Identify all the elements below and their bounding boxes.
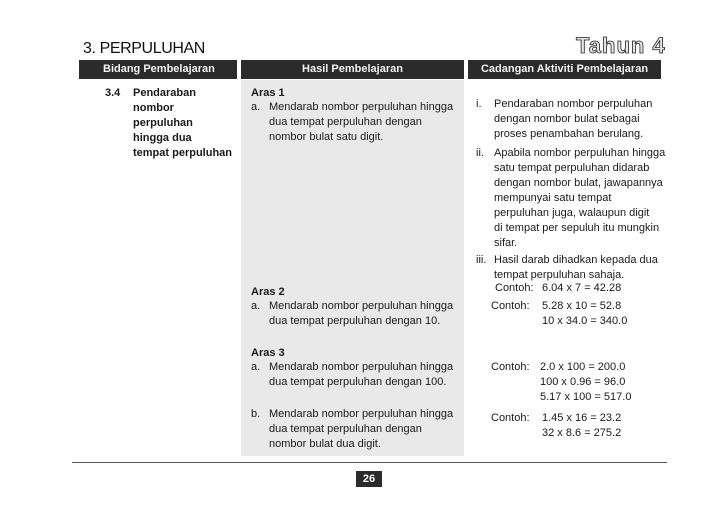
- level-heading: Aras 2: [251, 286, 285, 298]
- activity-line: proses penambahan berulang.: [494, 128, 644, 140]
- activity-line: tempat perpuluhan sahaja.: [494, 269, 625, 281]
- outcome-line: dua tempat perpuluhan dengan: [269, 116, 422, 128]
- bottom-divider: [72, 462, 667, 463]
- level-heading: Aras 3: [251, 347, 285, 359]
- topic-number: 3.4: [105, 87, 121, 99]
- example-line: 32 x 8.6 = 275.2: [542, 427, 622, 439]
- outcome-marker: a.: [251, 300, 261, 312]
- activity-line: Hasil darab dihadkan kepada dua: [494, 254, 658, 266]
- activity-line: sifar.: [494, 237, 518, 249]
- level-heading: Aras 1: [251, 87, 285, 99]
- outcome-marker: b.: [251, 408, 261, 420]
- page-number: 26: [356, 471, 382, 487]
- outcome-line: dua tempat perpuluhan dengan 100.: [269, 376, 447, 388]
- example-line: 10 x 34.0 = 340.0: [542, 315, 628, 327]
- activity-line: satu tempat perpuluhan didarab: [494, 162, 650, 174]
- outcome-line: nombor bulat satu digit.: [269, 131, 384, 143]
- topic-line: Pendaraban: [133, 87, 196, 99]
- activity-line: Apabila nombor perpuluhan hingga: [494, 147, 666, 159]
- activity-line: perpuluhan juga, walaupun digit: [494, 207, 650, 219]
- example-line: 100 x 0.96 = 96.0: [540, 376, 626, 388]
- outcome-line: nombor bulat dua digit.: [269, 438, 381, 450]
- header-learning-area: Bidang Pembelajaran: [79, 60, 237, 79]
- activity-marker: iii.: [476, 254, 487, 266]
- activity-line: di tempat per sepuluh itu mungkin: [494, 222, 660, 234]
- example-label: Contoh:: [491, 300, 530, 312]
- outcome-line: dua tempat perpuluhan dengan 10.: [269, 315, 441, 327]
- activity-line: Pendaraban nombor perpuluhan: [494, 98, 653, 110]
- outcome-line: Mendarab nombor perpuluhan hingga: [269, 408, 454, 420]
- year-label: Tahun 4: [576, 33, 666, 58]
- example-line: 1.45 x 16 = 23.2: [542, 412, 622, 424]
- example-line: 5.28 x 10 = 52.8: [542, 300, 622, 312]
- header-learning-outcomes: Hasil Pembelajaran: [241, 60, 464, 79]
- topic-line: hingga dua: [133, 132, 192, 144]
- topic-line: tempat perpuluhan: [133, 147, 233, 159]
- outcome-line: Mendarab nombor perpuluhan hingga: [269, 361, 454, 373]
- example-label: Contoh:: [495, 282, 534, 294]
- example-line: 2.0 x 100 = 200.0: [540, 361, 626, 373]
- activity-line: mempunyai satu tempat: [494, 192, 612, 204]
- outcome-line: Mendarab nombor perpuluhan hingga: [269, 300, 454, 312]
- example-label: Contoh:: [491, 412, 530, 424]
- outcome-line: dua tempat perpuluhan dengan: [269, 423, 422, 435]
- outcome-marker: a.: [251, 361, 261, 373]
- activity-line: dengan nombor bulat, jawapannya: [494, 177, 663, 189]
- header-suggested-activities: Cadangan Aktiviti Pembelajaran: [468, 60, 661, 79]
- outcome-marker: a.: [251, 101, 261, 113]
- topic-line: perpuluhan: [133, 117, 193, 129]
- section-title: 3. PERPULUHAN: [83, 40, 205, 57]
- activity-marker: i.: [476, 98, 482, 110]
- topic-line: nombor: [133, 102, 174, 114]
- example-line: 6.04 x 7 = 42.28: [542, 282, 622, 294]
- example-line: 5.17 x 100 = 517.0: [540, 391, 632, 403]
- outcome-line: Mendarab nombor perpuluhan hingga: [269, 101, 454, 113]
- activity-line: dengan nombor bulat sebagai: [494, 113, 640, 125]
- example-label: Contoh:: [491, 361, 530, 373]
- activity-marker: ii.: [476, 147, 484, 159]
